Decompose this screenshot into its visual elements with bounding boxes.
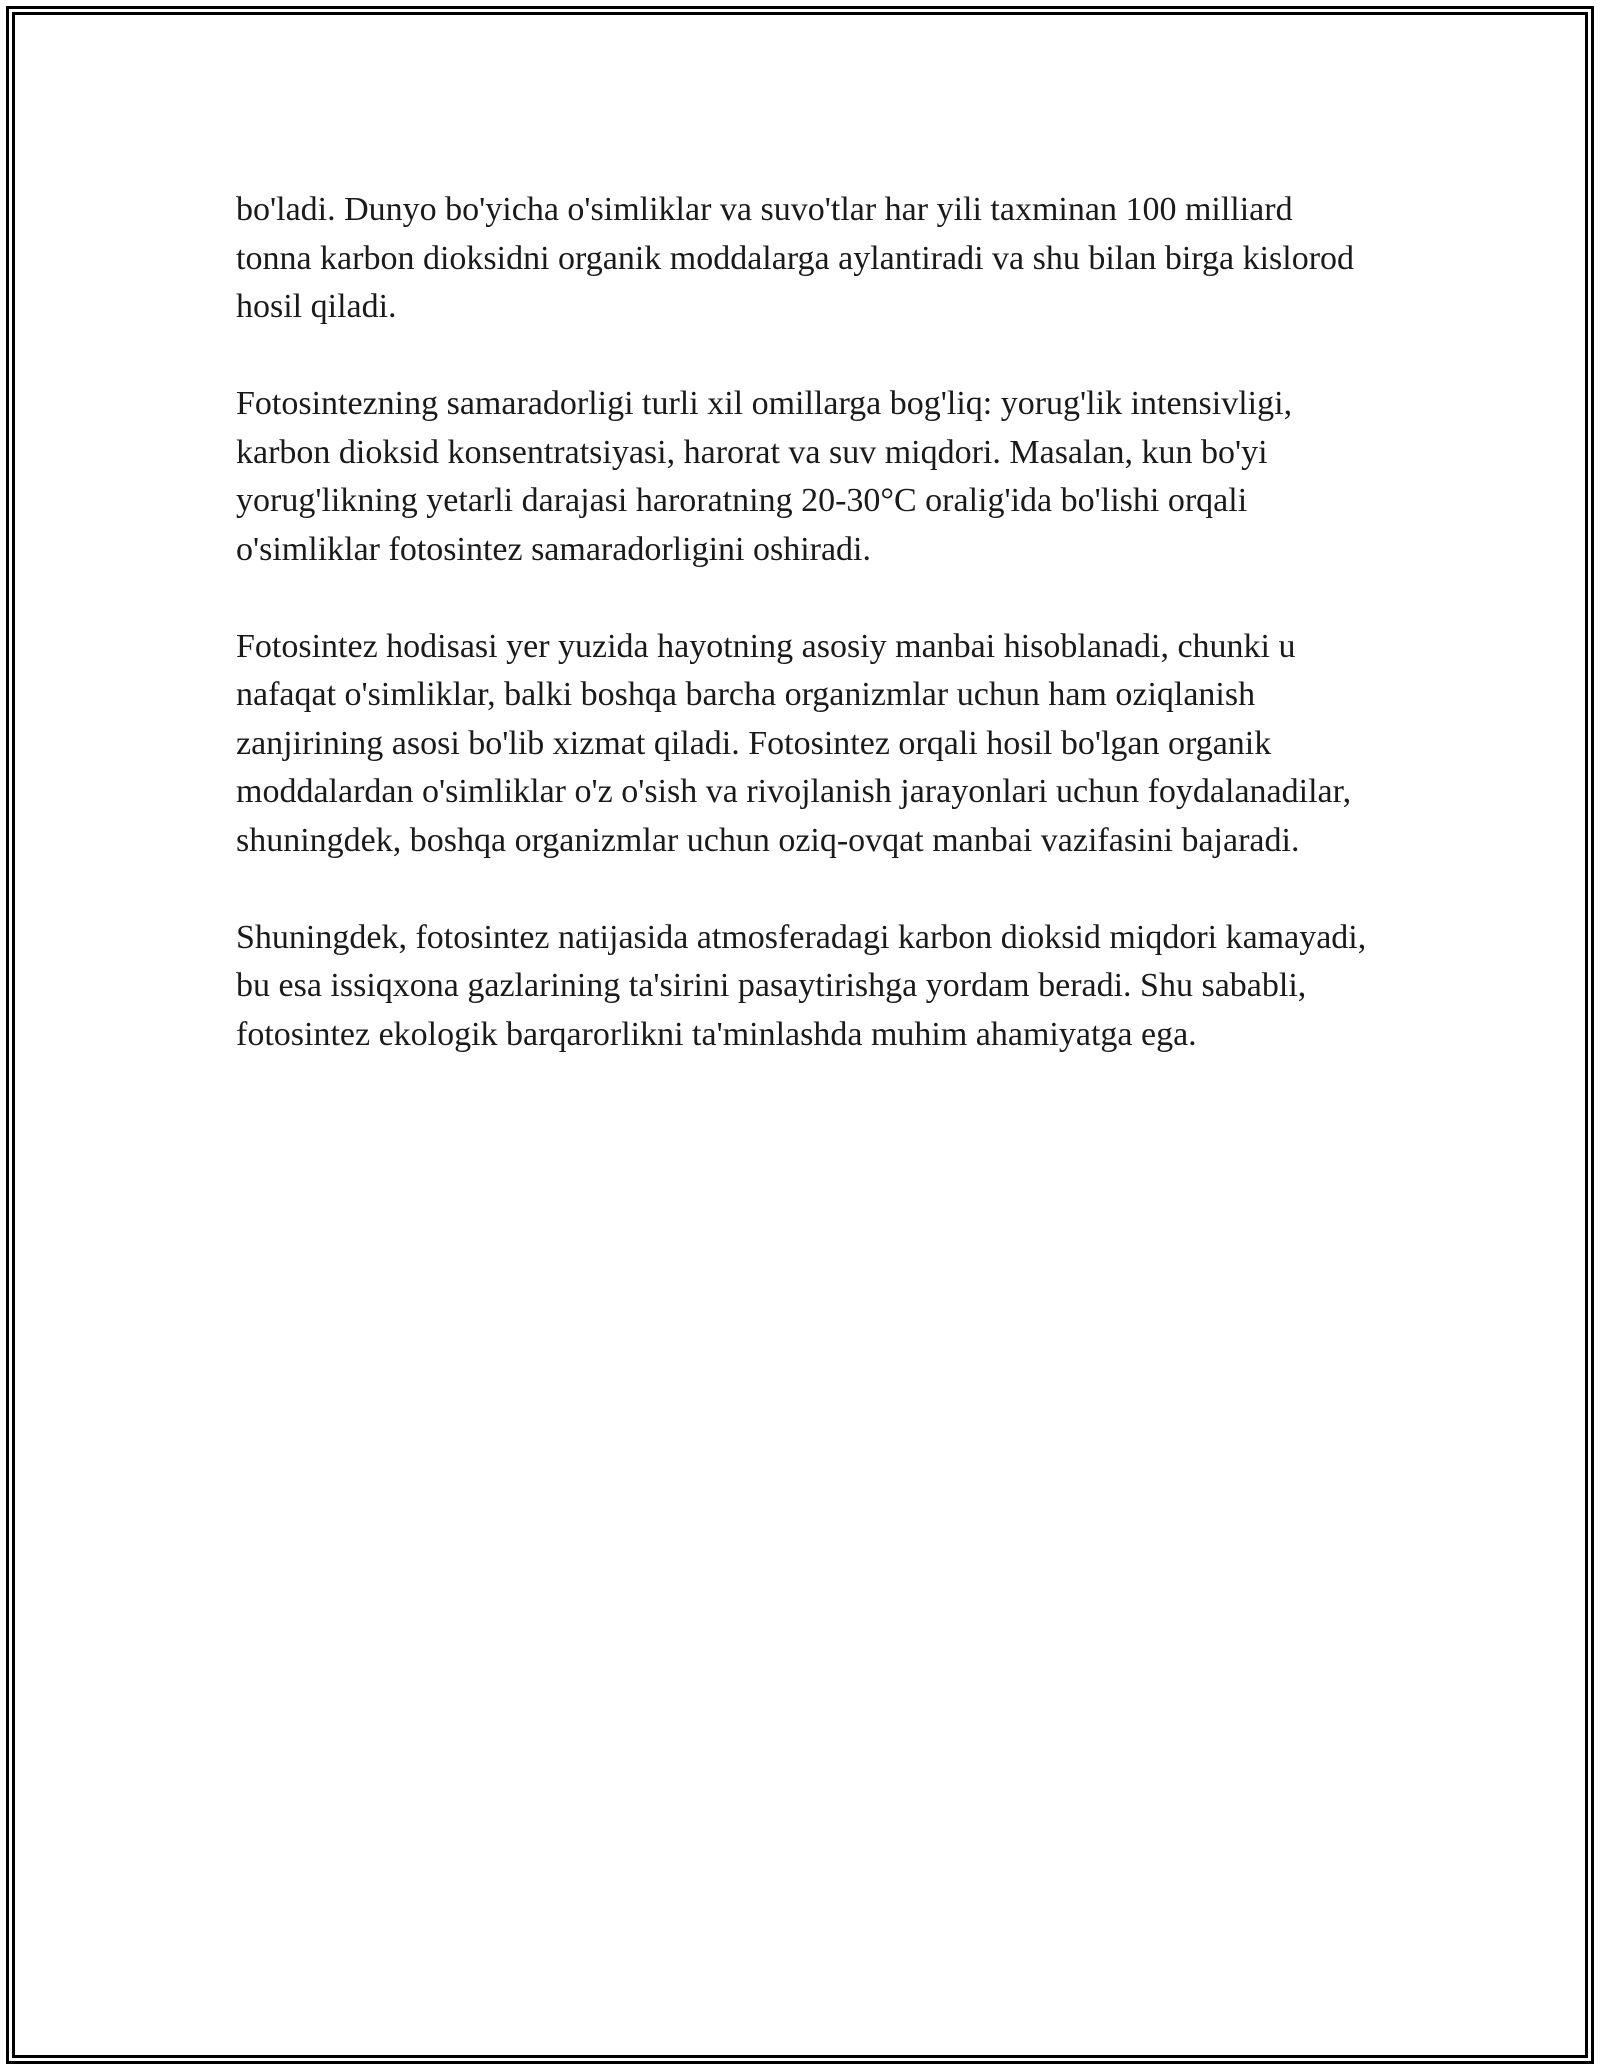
paragraph-1: bo'ladi. Dunyo bo'yicha o'simliklar va suvo'tlar har yili taxminan 100 milliard tonna karbon dioksidni organik moddalarga aylantiradi va shu bilan birga kislorod hosil qiladi.	[236, 191, 1355, 325]
paragraph-2: Fotosintezning samaradorligi turli xil omillarga bog'liq: yorug'lik intensivligi, karbon dioksid konsentratsiyasi, harorat va suv miqdori. Masalan, kun bo'yi yorug'likning yetarli darajasi haroratning 20-30°C oralig'ida bo'lishi orqali o'simliklar fotosintez samaradorligini oshiradi.	[236, 385, 1293, 568]
paragraph-4: Shuningdek, fotosintez natijasida atmosferadagi karbon dioksid miqdori kamayadi, bu esa issiqxona gazlarining ta'sirini pasaytirishga yordam beradi. Shu sababli, fotosintez ekologik barqarorlikni ta'minlashda muhim ahamiyatga ega.	[236, 918, 1367, 1053]
paragraph-3: Fotosintez hodisasi yer yuzida hayotning asosiy manbai hisoblanadi, chunki u nafaqat o'simliklar, balki boshqa barcha organizmlar uchun ham oziqlanish zanjirining asosi bo'lib xizmat qiladi. Fotosintez orqali hosil bo'lgan organik moddalardan o'simliklar o'z o'sish va rivojlanish jarayonlari uchun foydalanadilar, shuningdek, boshqa organizmlar uchun oziq-ovqat manbai vazifasini bajaradi.	[236, 627, 1352, 859]
document-body	[236, 186, 1376, 1108]
